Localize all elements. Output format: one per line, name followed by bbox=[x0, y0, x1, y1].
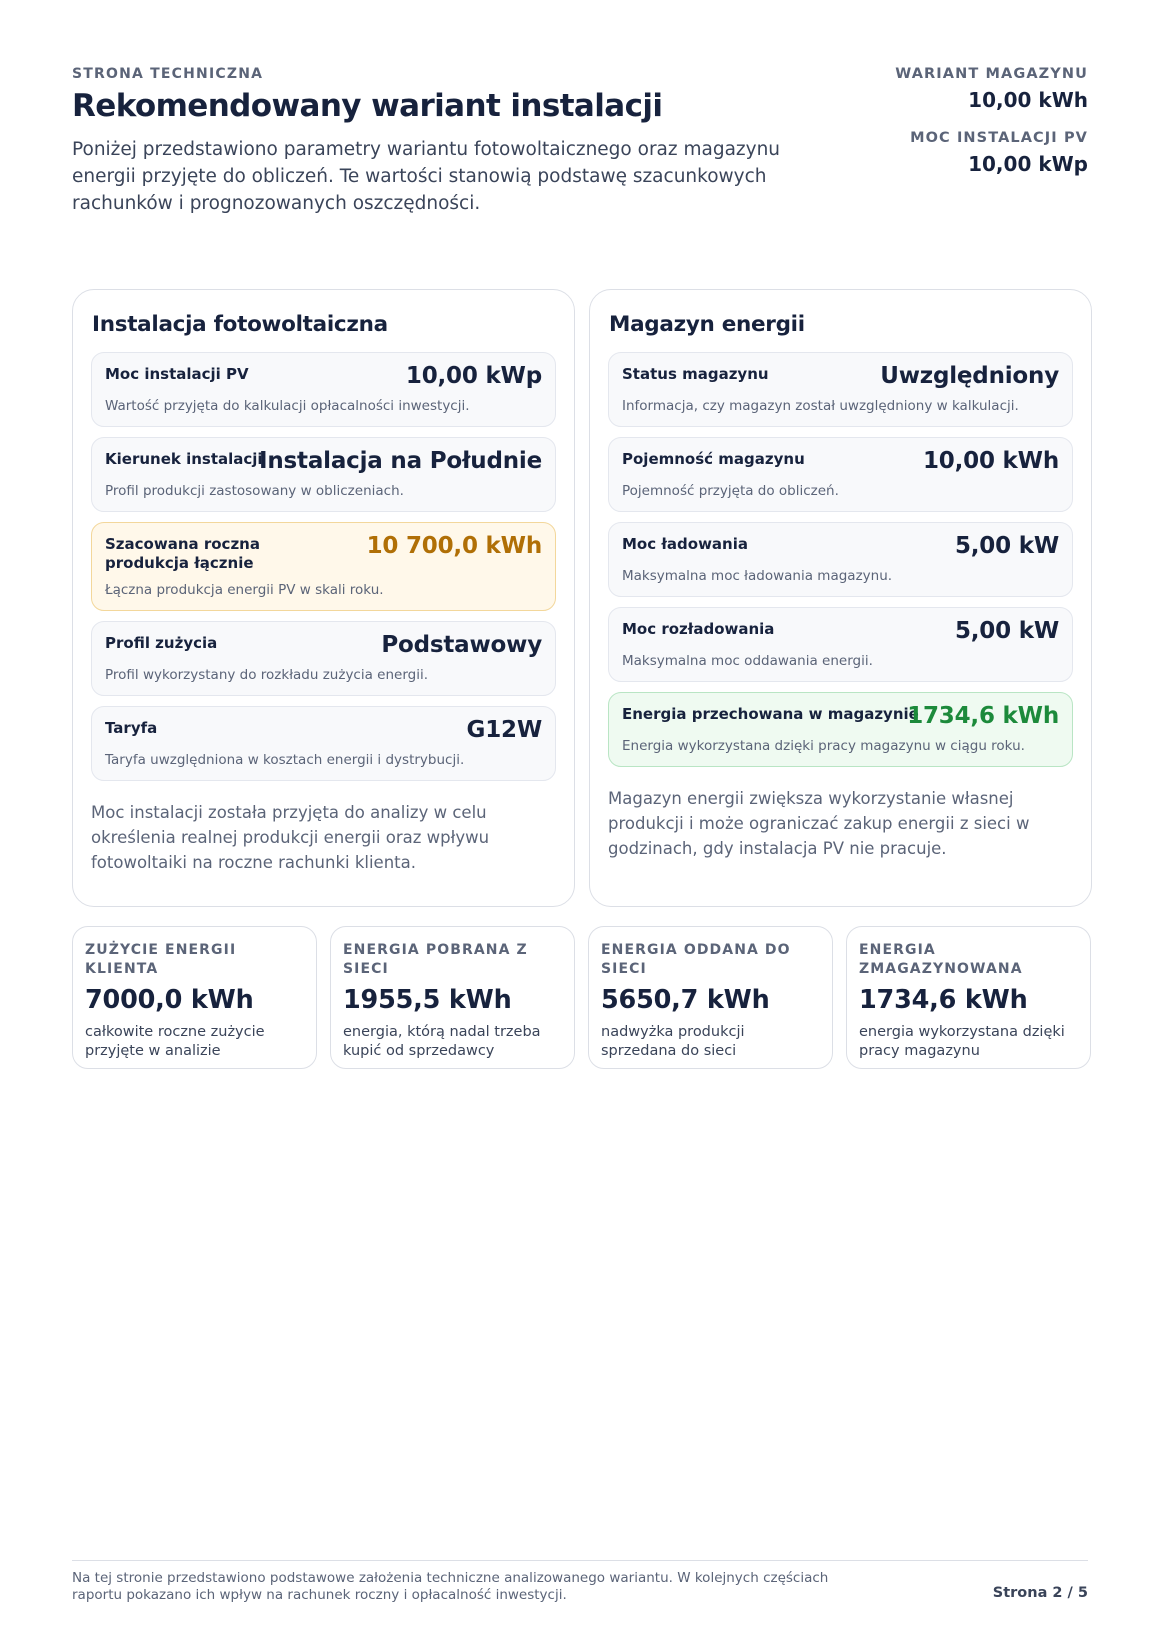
pv-power-row bbox=[91, 352, 556, 427]
row-description: Pojemność przyjęta do obliczeń. bbox=[622, 483, 839, 499]
pv-power-label: MOC INSTALACJI PV bbox=[910, 130, 1088, 146]
tariff-row bbox=[91, 706, 556, 781]
row-description: Maksymalna moc ładowania magazynu. bbox=[622, 568, 893, 584]
page-intro: Poniżej przedstawiono parametry wariantu fotowoltaicznego oraz magazynu energii przyjęte do obliczeń. Te wartości stanowią podstawę szacunkowych rachunków i prognozowanych oszczędności. bbox=[72, 139, 781, 214]
row-description: Maksymalna moc oddawania energii. bbox=[622, 653, 873, 669]
stat-label: ZUŻYCIE ENERGII KLIENTA bbox=[85, 942, 237, 977]
row-label: Taryfa bbox=[105, 719, 158, 737]
row-value: 10,00 kWp bbox=[405, 363, 542, 389]
page-eyebrow: STRONA TECHNICZNA bbox=[72, 66, 264, 82]
row-value: Uwzględniony bbox=[880, 363, 1059, 389]
row-description: Profil produkcji zastosowany w obliczeniach. bbox=[105, 483, 404, 499]
stored-energy-row bbox=[608, 692, 1073, 767]
row-label: Pojemność magazynu bbox=[622, 450, 805, 468]
row-label: Moc instalacji PV bbox=[105, 365, 249, 383]
row-value: Podstawowy bbox=[381, 632, 542, 658]
stat-value: 7000,0 kWh bbox=[85, 985, 254, 1015]
stat-card-consumption bbox=[72, 926, 317, 1069]
row-value: 1734,6 kWh bbox=[907, 703, 1059, 729]
pv-power-value: 10,00 kWp bbox=[968, 152, 1088, 176]
storage-variant-value: 10,00 kWh bbox=[968, 88, 1088, 112]
page-header bbox=[72, 66, 1088, 226]
row-description: Wartość przyjęta do kalkulacji opłacalności inwestycji. bbox=[105, 398, 470, 414]
page-footer bbox=[72, 1560, 1088, 1604]
stat-label: ENERGIA ZMAGAZYNOWANA bbox=[859, 942, 1023, 977]
row-value: 5,00 kW bbox=[954, 618, 1059, 644]
storage-status-row bbox=[608, 352, 1073, 427]
stat-value: 5650,7 kWh bbox=[601, 985, 770, 1015]
charging-power-row bbox=[608, 522, 1073, 597]
stat-card-stored-energy bbox=[846, 926, 1091, 1069]
row-description: Łączna produkcja energii PV w skali roku. bbox=[105, 582, 384, 598]
storage-variant-label: WARIANT MAGAZYNU bbox=[895, 66, 1088, 82]
row-label: Moc ładowania bbox=[622, 535, 748, 553]
pv-installation-panel bbox=[72, 289, 575, 907]
page-number: Strona 2 / 5 bbox=[992, 1585, 1088, 1601]
header-summary bbox=[895, 66, 1088, 176]
storage-capacity-row bbox=[608, 437, 1073, 512]
stat-description: nadwyżka produkcji sprzedana do sieci bbox=[601, 1024, 745, 1059]
row-description: Informacja, czy magazyn został uwzględniony w kalkulacji. bbox=[622, 398, 1019, 414]
stat-description: całkowite roczne zużycie przyjęte w analizie bbox=[85, 1024, 265, 1059]
energy-storage-panel bbox=[589, 289, 1092, 907]
row-value: Instalacja na Południe bbox=[259, 448, 542, 474]
row-value: 10,00 kWh bbox=[923, 448, 1059, 474]
row-value: G12W bbox=[466, 717, 542, 743]
panel-note: Magazyn energii zwiększa wykorzystanie własnej produkcji i może ograniczać zakup energii z sieci w godzinach, gdy instalacja PV nie pracuje. bbox=[608, 789, 1030, 858]
stat-description: energia, którą nadal trzeba kupić od sprzedawcy bbox=[343, 1024, 541, 1059]
row-description: Energia wykorzystana dzięki pracy magazynu w ciągu roku. bbox=[622, 738, 1025, 754]
pv-direction-row bbox=[91, 437, 556, 512]
row-description: Profil wykorzystany do rozkładu zużycia energii. bbox=[105, 667, 429, 683]
row-label: Kierunek instalacji bbox=[105, 450, 263, 468]
row-label: Status magazynu bbox=[622, 365, 769, 383]
panel-title: Magazyn energii bbox=[609, 312, 805, 337]
row-value: 10 700,0 kWh bbox=[366, 533, 542, 559]
panel-note: Moc instalacji została przyjęta do analizy w celu określenia realnej produkcji energii oraz wpływu fotowoltaiki na roczne rachunki klienta. bbox=[91, 803, 490, 872]
annual-production-row bbox=[91, 522, 556, 611]
stat-card-grid-import bbox=[330, 926, 575, 1069]
stat-label: ENERGIA POBRANA Z SIECI bbox=[343, 942, 528, 977]
stat-label: ENERGIA ODDANA DO SIECI bbox=[601, 942, 791, 977]
consumption-profile-row bbox=[91, 621, 556, 696]
stat-description: energia wykorzystana dzięki pracy magazynu bbox=[859, 1024, 1065, 1059]
row-description: Taryfa uwzględniona w kosztach energii i dystrybucji. bbox=[105, 752, 465, 768]
stat-value: 1955,5 kWh bbox=[343, 985, 512, 1015]
row-label: Energia przechowana w magazynie bbox=[622, 705, 919, 723]
stat-card-grid-export bbox=[588, 926, 833, 1069]
row-value: 5,00 kW bbox=[954, 533, 1059, 559]
footer-note: Na tej stronie przedstawiono podstawowe założenia techniczne analizowanego wariantu. W kolejnych częściach raportu pokazano ich wpływ na rachunek roczny i opłacalność inwestycji. bbox=[72, 1570, 829, 1603]
row-label: Szacowana roczna produkcja łącznie bbox=[105, 535, 260, 572]
panel-title: Instalacja fotowoltaiczna bbox=[92, 312, 388, 337]
discharging-power-row bbox=[608, 607, 1073, 682]
page-title: Rekomendowany wariant instalacji bbox=[72, 88, 663, 124]
row-label: Profil zużycia bbox=[105, 634, 218, 652]
stat-value: 1734,6 kWh bbox=[859, 985, 1028, 1015]
row-label: Moc rozładowania bbox=[622, 620, 775, 638]
